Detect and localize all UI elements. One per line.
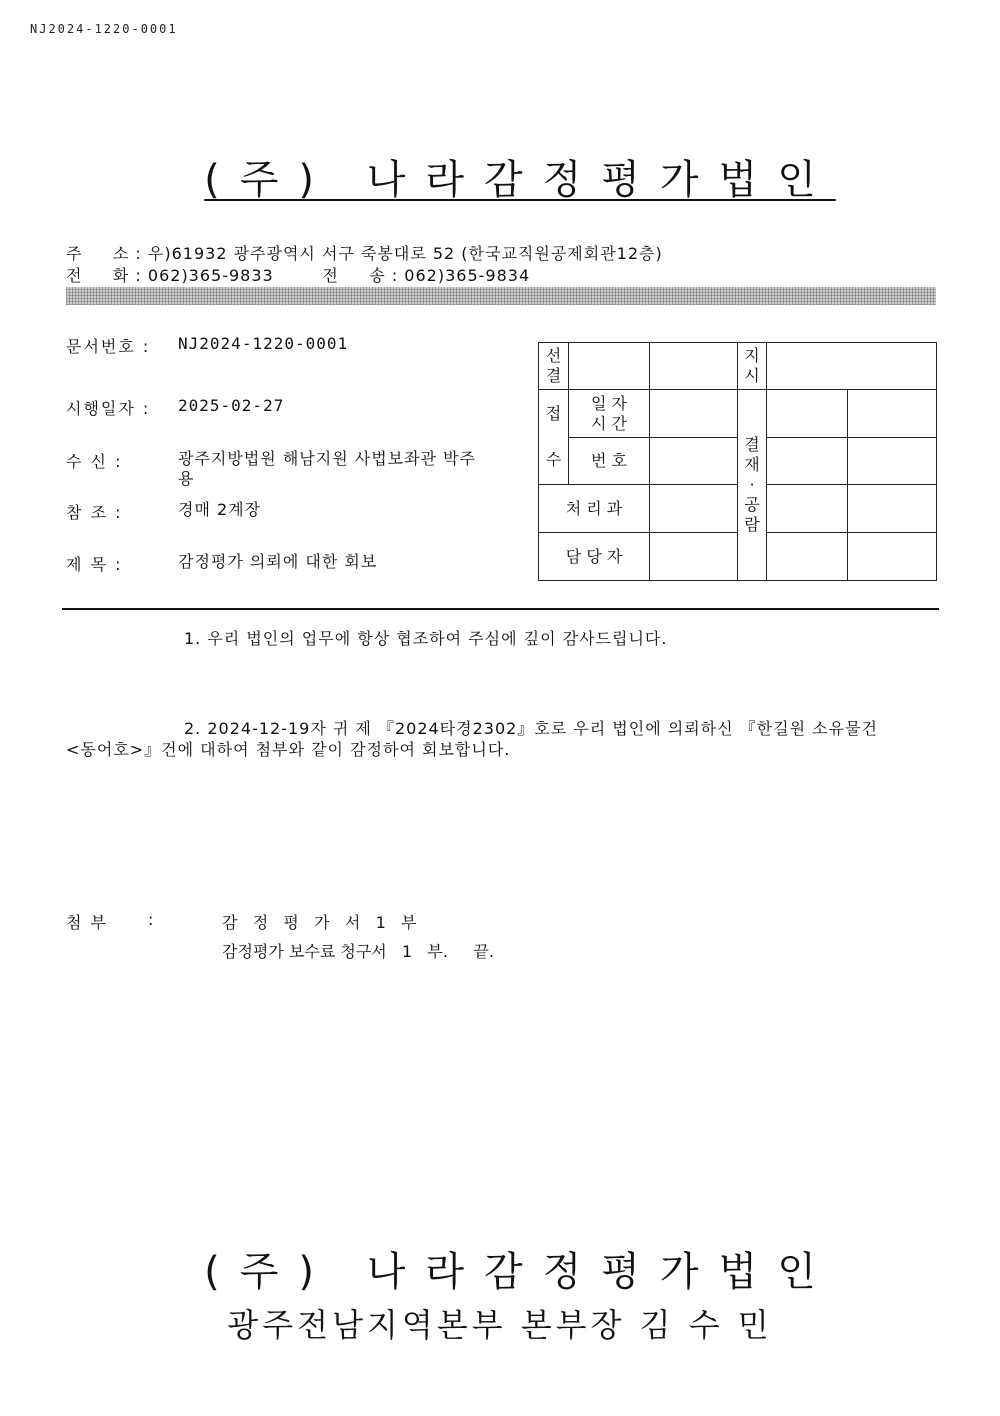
attachment-label: 첨 부: [66, 913, 108, 932]
person-in-charge-cell: [650, 533, 738, 581]
processing-dept-cell: [650, 485, 738, 533]
approval-cell-7: [767, 533, 848, 581]
attachment-item-2: 감정평가 보수료 청구서 1 부. 끝.: [222, 942, 494, 961]
approval-cell-4: [848, 438, 937, 485]
attachment-item-1: 감 정 평 가 서 1 부: [222, 913, 417, 932]
doc-number-value: NJ2024-1220-0001: [178, 334, 349, 353]
approval-cell-3: [767, 438, 848, 485]
approval-box: [538, 342, 937, 581]
issue-date-value: 2025-02-27: [178, 396, 285, 415]
organization-title: (주) 나라감정평가법인: [204, 157, 836, 203]
body-paragraph-2-line-1: 2. 2024-12-19자 귀 제 『2024타경2302』호로 우리 법인에 의뢰하신 『한길원 소유물건: [184, 719, 878, 738]
issue-date-label: 시행일자 :: [66, 399, 151, 418]
person-in-charge-label: 담 당 자: [539, 533, 650, 581]
pre-approval-cell: [569, 343, 650, 390]
recipient-value: 광주지방법원 해남지원 사법보좌관 박주용: [178, 449, 477, 488]
date-time-cell: [650, 390, 738, 438]
approval-cell-8: [848, 533, 937, 581]
body-paragraph-2-line-2: <동어호>』건에 대하여 첨부와 같이 감정하여 회보합니다.: [66, 740, 511, 759]
section-divider: [62, 608, 939, 610]
receipt-label: 접수: [539, 390, 569, 485]
attachment-colon: :: [148, 910, 154, 929]
footer-signatory: 광주전남지역본부 본부장 김 수 민: [227, 1306, 773, 1344]
subject-value: 감정평가 의뢰에 대한 회보: [178, 552, 378, 571]
recipient-label: 수 신 :: [66, 452, 123, 471]
subject-label: 제 목 :: [66, 555, 123, 574]
pre-approval-label: 선결: [539, 343, 569, 390]
date-time-label: 일 자 시 간: [569, 390, 650, 438]
approval-review-label: 결재·공람: [738, 390, 767, 581]
number-cell: [650, 438, 738, 485]
doc-number-label: 문서번호 :: [66, 337, 151, 356]
footer-organization-name: (주) 나라감정평가법인: [204, 1249, 836, 1295]
approval-cell-5: [767, 485, 848, 533]
reference-value: 경매 2계장: [178, 500, 262, 519]
approval-cell-6: [848, 485, 937, 533]
instruction-label: 지시: [738, 343, 767, 390]
processing-dept-label: 처 리 과: [539, 485, 650, 533]
reference-label: 참 조 :: [66, 503, 123, 522]
header-separator: [66, 287, 936, 305]
address-line: 주 소 : 우)61932 광주광역시 서구 죽봉대로 52 (한국교직원공제회관12층): [66, 244, 663, 263]
phone-fax-line: 전 화 : 062)365-9833 전 송 : 062)365-9834: [66, 266, 531, 285]
approval-cell-1: [767, 390, 848, 438]
number-label: 번 호: [569, 438, 650, 485]
top-document-number: NJ2024-1220-0001: [30, 22, 178, 36]
pre-approval-sign-cell: [650, 343, 738, 390]
instruction-cell: [767, 343, 937, 390]
approval-cell-2: [848, 390, 937, 438]
body-paragraph-1: 1. 우리 법인의 업무에 항상 협조하여 주심에 깊이 감사드립니다.: [184, 629, 668, 648]
